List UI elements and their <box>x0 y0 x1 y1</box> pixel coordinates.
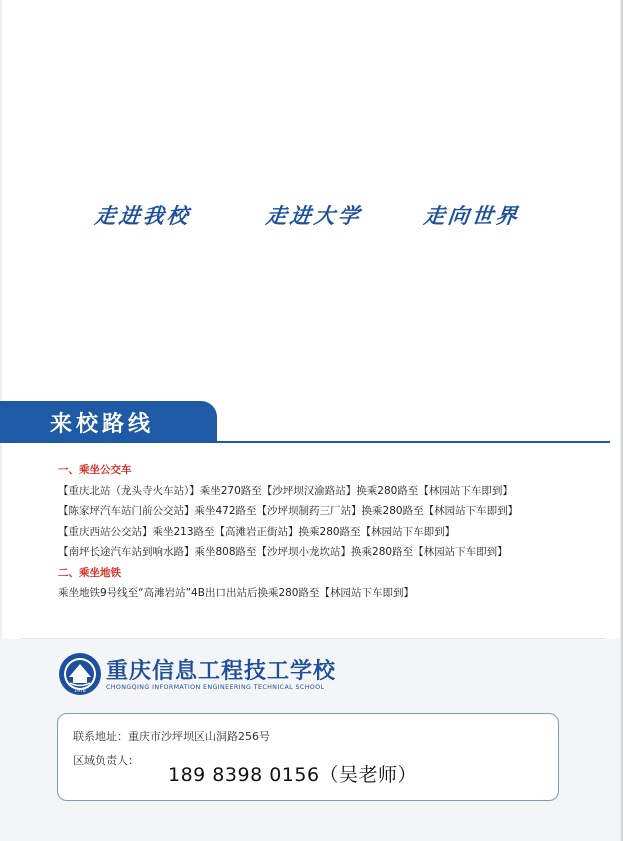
metro-heading: 二、乘坐地铁 <box>58 566 121 579</box>
route-section-banner <box>0 401 217 443</box>
slogan-3: 走向世界 <box>422 203 522 228</box>
bus-route-4: 【南坪长途汽车站到响水路】乘坐808路至【沙坪坝小龙坎站】换乘280路至【林园站下车即到】 <box>58 546 508 558</box>
school-english-name: CHONGQING INFORMATION ENGINEERING TECHNICAL SCHOOL <box>106 684 325 691</box>
contact-box <box>57 713 559 801</box>
bus-heading: 一、乘坐公交车 <box>58 464 132 476</box>
contact-address: 联系地址：重庆市沙坪坝区山洞路256号 <box>73 730 270 743</box>
slogan-1: 走进我校 <box>93 203 193 228</box>
bus-route-1: 【重庆北站（龙头寺火车站）】乘坐270路至【沙坪坝汉渝路站】换乘280路至【林园站下车即到】 <box>58 484 513 497</box>
slogan-2: 走进大学 <box>264 203 364 228</box>
route-list <box>58 460 598 604</box>
footer-divider <box>20 638 605 639</box>
school-logo <box>58 652 358 700</box>
route-section-rule <box>0 441 610 443</box>
school-emblem-icon <box>58 652 102 696</box>
bus-route-3: 【重庆西站公交站】乘坐213路至【高滩岩正街站】换乘280路至【林园站下车即到】 <box>58 525 456 538</box>
emblem-year: 1978 <box>74 689 86 694</box>
contact-phone[interactable]: 189 8398 0156（吴老师） <box>168 764 418 786</box>
slogan-row <box>0 200 623 240</box>
contact-person-label: 区域负责人： <box>73 754 139 767</box>
bus-route-2: 【陈家坪汽车站门前公交站】乘坐472路至【沙坪坝制药三厂站】换乘280路至【林园站下车即到】 <box>58 505 519 517</box>
metro-route: 乘坐地铁9号线至“高滩岩站”4B出口出站后换乘280路至【林园站下车即到】 <box>58 587 414 599</box>
school-name: 重庆信息工程技工学校 <box>106 659 337 684</box>
route-section-title: 来校路线 <box>50 412 155 437</box>
